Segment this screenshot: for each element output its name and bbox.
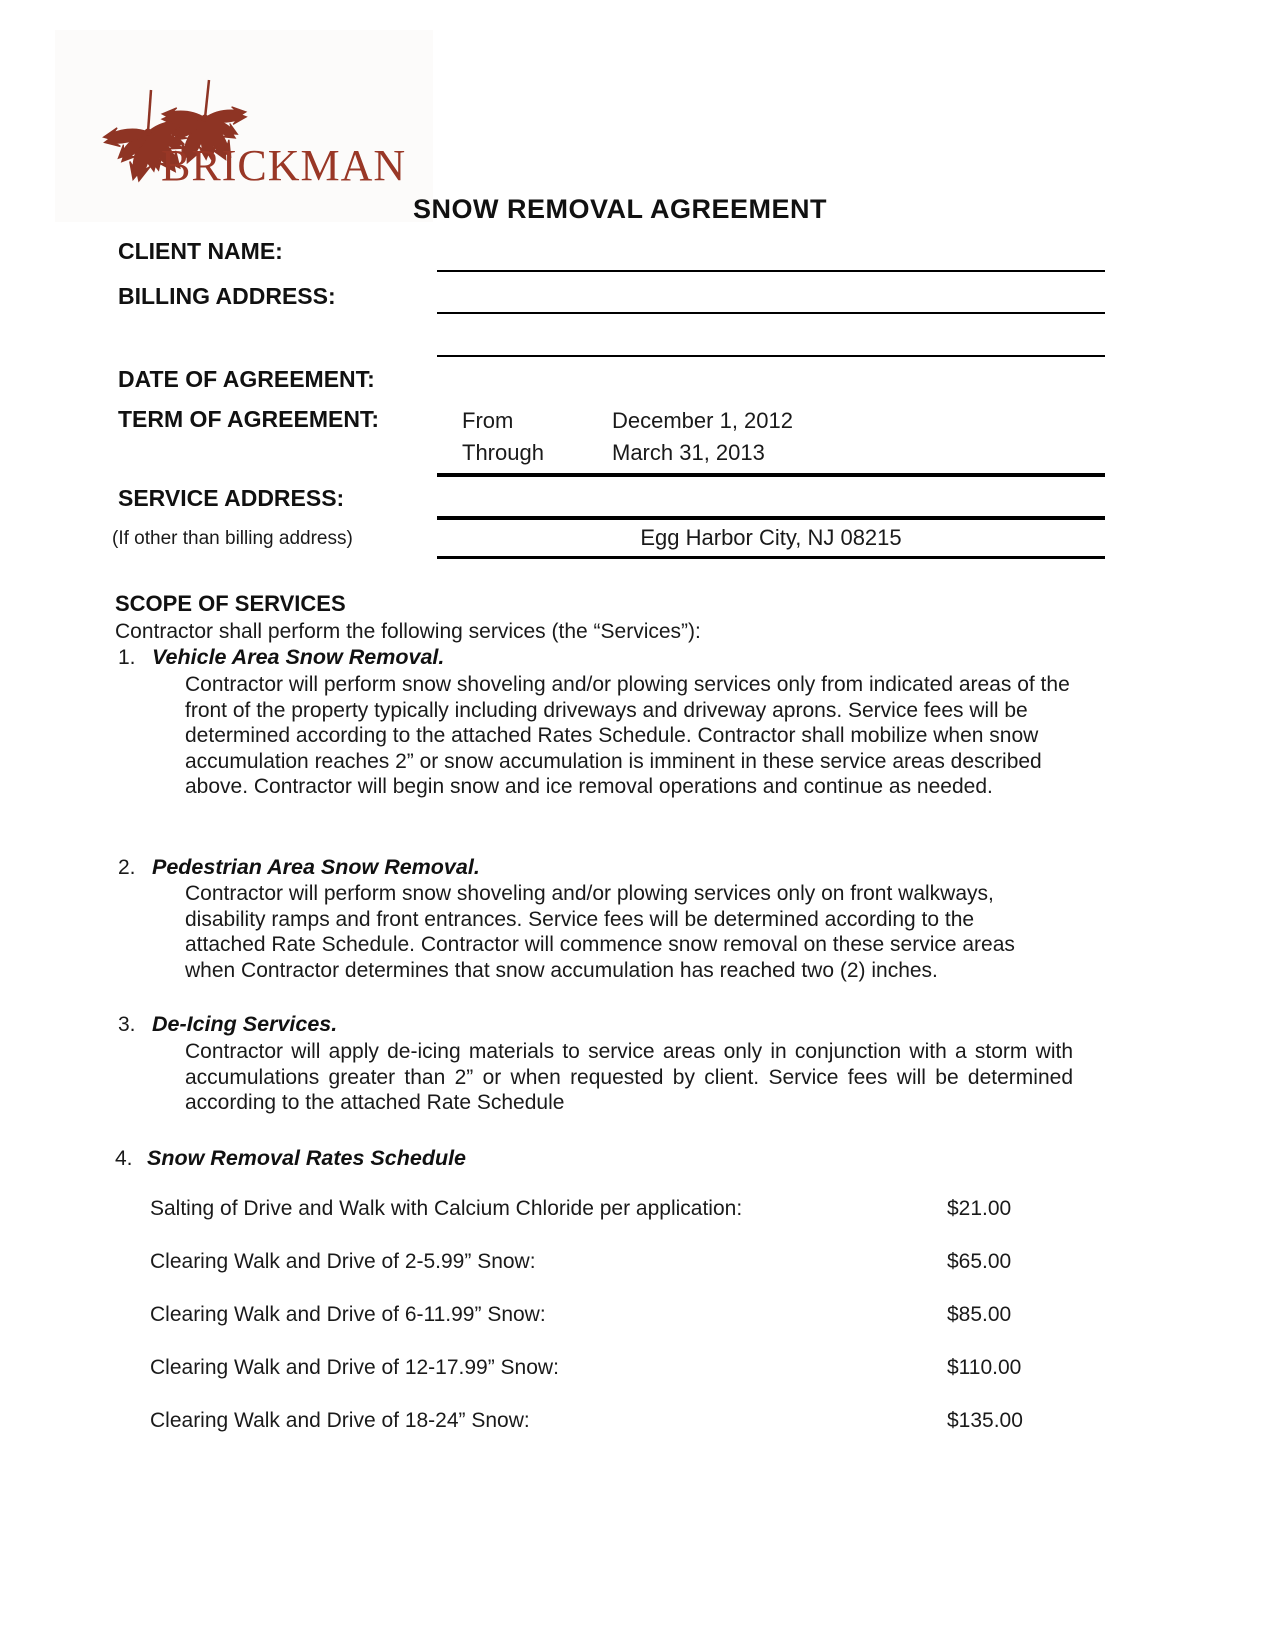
rate-row-amount: $135.00 xyxy=(947,1409,1023,1432)
rate-row-amount: $110.00 xyxy=(947,1356,1022,1379)
rate-row-amount: $85.00 xyxy=(947,1303,1012,1326)
page-title: SNOW REMOVAL AGREEMENT xyxy=(412,194,827,224)
billing-address-label: BILLING ADDRESS: xyxy=(118,283,336,309)
client-name-field-line xyxy=(437,270,1105,272)
service-address-label: SERVICE ADDRESS: xyxy=(118,485,345,511)
rate-row-label: Clearing Walk and Drive of 6-11.99” Snow: xyxy=(150,1303,546,1326)
scope-item-4-number: 4. xyxy=(115,1147,133,1170)
client-name-label: CLIENT NAME: xyxy=(118,238,283,264)
term-from-value: December 1, 2012 xyxy=(612,408,793,433)
rate-row-label: Clearing Walk and Drive of 2-5.99” Snow: xyxy=(150,1250,536,1273)
term-of-agreement-label: TERM OF AGREEMENT: xyxy=(118,406,380,432)
term-through-value: March 31, 2013 xyxy=(612,440,765,465)
scope-item-1-number: 1. xyxy=(118,646,136,669)
service-address-note: (If other than billing address) xyxy=(112,528,353,549)
rate-row-label: Salting of Drive and Walk with Calcium Chloride per application: xyxy=(150,1197,743,1220)
scope-intro: Contractor shall perform the following services (the “Services”): xyxy=(115,620,701,643)
service-address-rule xyxy=(437,516,1105,520)
scope-item-2-title: Pedestrian Area Snow Removal. xyxy=(152,855,480,879)
scope-item-4-title: Snow Removal Rates Schedule xyxy=(147,1146,467,1170)
billing-address-field-line-2 xyxy=(437,355,1105,357)
service-address-value: Egg Harbor City, NJ 08215 xyxy=(640,525,902,550)
rate-row-label: Clearing Walk and Drive of 12-17.99” Snow: xyxy=(150,1356,559,1379)
scope-item-1-title: Vehicle Area Snow Removal. xyxy=(152,645,445,669)
billing-address-field-line-1 xyxy=(437,312,1105,314)
term-from-label: From xyxy=(462,408,514,433)
rate-row-amount: $21.00 xyxy=(947,1197,1012,1220)
scope-item-2-body: Contractor will perform snow shoveling and/or plowing services only on front walkways, disability ramps and front entrances. Service fees will be determined according to the attached Rate Schedule. Contractor will commence snow removal on these service areas when Contractor determines that snow accumulation has reached two (2) inches. xyxy=(185,882,1015,982)
term-through-label: Through xyxy=(462,440,544,465)
service-address-bottom-rule xyxy=(437,556,1105,559)
scope-item-3-title: De-Icing Services. xyxy=(152,1012,338,1036)
scope-item-3-body: Contractor will apply de-icing materials to service areas only in conjunction with a storm with accumulations greater than 2” or when requested by client. Service fees will be determined according to the attached Rate Schedule xyxy=(185,1040,1073,1114)
scope-heading: SCOPE OF SERVICES xyxy=(115,591,346,616)
date-of-agreement-label: DATE OF AGREEMENT: xyxy=(118,366,375,392)
term-bottom-rule xyxy=(437,473,1105,477)
scope-item-1-body: Contractor will perform snow shoveling and/or plowing services only from indicated areas of the front of the property typically including driveways and driveway aprons. Service fees will be determined according to the attached Rates Schedule. Contractor shall mobilize when snow accumulation reaches 2” or snow accumulation is imminent in these service areas described above. Contractor will begin snow and ice removal operations and continue as needed. xyxy=(185,673,1070,798)
brand-name: BRICKMAN xyxy=(161,141,407,190)
scope-item-3-number: 3. xyxy=(118,1013,136,1036)
rate-row-label: Clearing Walk and Drive of 18-24” Snow: xyxy=(150,1409,530,1432)
rate-row-amount: $65.00 xyxy=(947,1250,1012,1273)
scope-item-2-number: 2. xyxy=(118,856,136,879)
